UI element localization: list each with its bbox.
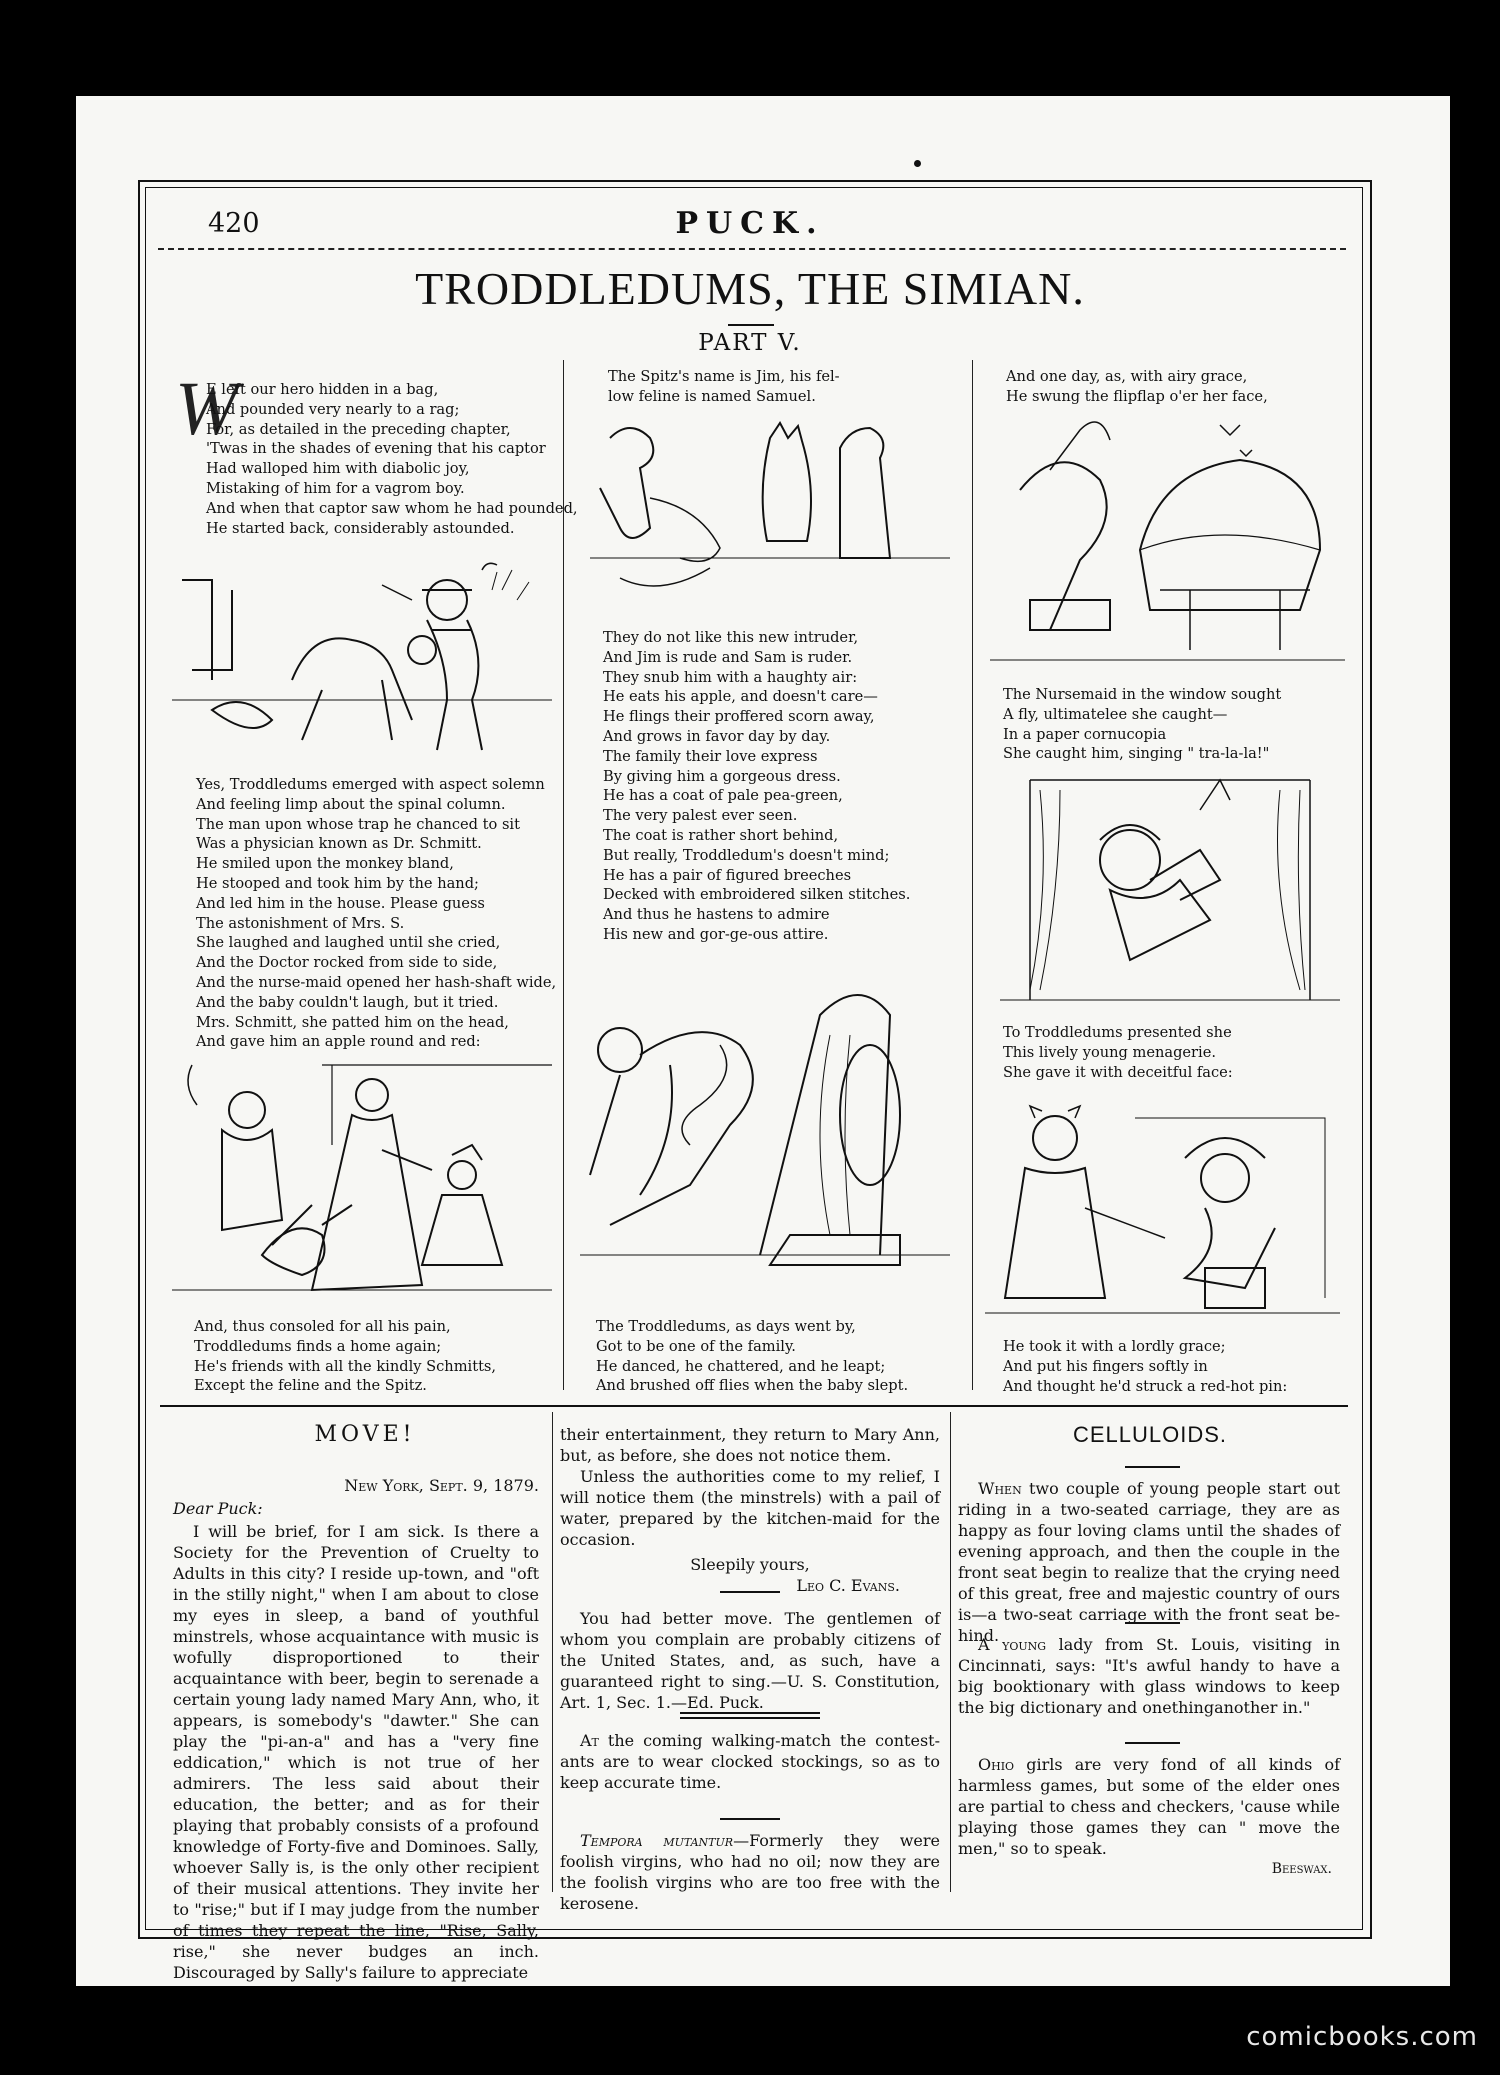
poem-line: And Jim is rude and Sam is ruder. xyxy=(603,648,853,666)
poem-line: This lively young menagerie. xyxy=(1003,1043,1216,1061)
site-watermark: comicbooks.com xyxy=(1246,2022,1478,2052)
poem-line: The man upon whose trap he chanced to sit xyxy=(196,815,520,833)
celluloids-p2: lady from St. Louis, visiting in Cincinnati, says: "It's awful handy to have a big booktionary with glass windows to keep the big dictionary and onethinganother in." xyxy=(958,1635,1341,1717)
move-signature: Leo C. Evans. xyxy=(796,1576,900,1595)
masthead-rule xyxy=(158,248,1346,250)
poem-stanza xyxy=(1003,1337,1287,1396)
illustration-schmitt-family xyxy=(172,1055,552,1305)
poem-line: They snub him with a haughty air: xyxy=(603,668,858,686)
poem-line: She caught him, singing " tra-la-la!" xyxy=(1003,745,1270,763)
poem-line: And one day, as, with airy grace, xyxy=(1006,368,1248,385)
move-salutation: Dear Puck: xyxy=(173,1499,263,1518)
illustration-spitz-and-cat xyxy=(590,418,950,598)
celluloids-p2-lead: A young xyxy=(978,1635,1047,1654)
poem-line: He started back, considerably astounded. xyxy=(206,519,515,537)
move-reply-text: You had better move. The gentlemen of whom you complain are probably citizens of the United States, and, as such, have a guaranteed right to sing.—U. S. Constitution, Art. 1, Sec. 1.—Ed. Puck. xyxy=(560,1609,940,1712)
divider xyxy=(720,1591,780,1593)
illustration-baby-cradle xyxy=(990,410,1345,675)
poem-stanza xyxy=(603,628,910,945)
poem-line: The very palest ever seen. xyxy=(603,807,798,825)
poem-line: He eats his apple, and doesn't care— xyxy=(603,688,878,706)
poem-line: He danced, he chattered, and he leapt; xyxy=(596,1357,886,1375)
poem-line: For, as detailed in the preceding chapter, xyxy=(206,420,511,438)
poem-line: And gave him an apple round and red: xyxy=(196,1033,481,1051)
tempora-item xyxy=(560,1830,940,1914)
poem-line: He has a coat of pale pea-green, xyxy=(603,787,843,805)
poem-line: And the Doctor rocked from side to side, xyxy=(196,954,498,972)
section-rule xyxy=(160,1405,1348,1407)
poem-line: Decked with embroidered silken stitches. xyxy=(603,886,911,904)
poem-line: Except the feline and the Spitz. xyxy=(194,1377,427,1395)
poem-stanza xyxy=(1006,367,1268,407)
poem-line: Yes, Troddledums emerged with aspect solemn xyxy=(196,776,545,793)
walking-match-text: the coming walking-match the contestants are to wear clocked stockings, so as to keep accurate time. xyxy=(560,1731,940,1792)
poem-line: Got to be one of the family. xyxy=(596,1337,796,1355)
poem-line: He took it with a lordly grace; xyxy=(1003,1338,1226,1355)
column-rule xyxy=(950,1412,951,1892)
poem-stanza xyxy=(596,1317,908,1396)
tempora-lead: Tempora mutantur xyxy=(580,1831,734,1850)
divider-double xyxy=(680,1717,820,1719)
poem-line: And led him in the house. Please guess xyxy=(196,894,485,912)
poem-stanza xyxy=(194,1317,496,1396)
poem-line: The Spitz's name is Jim, his fel- xyxy=(608,368,840,385)
poem-line: low feline is named Samuel. xyxy=(608,387,816,405)
poem-line: By giving him a gorgeous dress. xyxy=(603,767,841,785)
poem-line: His new and gor-ge-ous attire. xyxy=(603,925,829,943)
poem-line: But really, Troddledum's doesn't mind; xyxy=(603,846,890,864)
poem-line: A fly, ultimatelee she caught— xyxy=(1003,705,1228,723)
divider xyxy=(1125,1622,1180,1624)
poem-line: And when that captor saw whom he had pounded, xyxy=(206,499,578,517)
poem-line: He's friends with all the kindly Schmitts, xyxy=(194,1357,497,1375)
poem-line: And the nurse-maid opened her hash-shaft wide, xyxy=(196,973,557,991)
divider xyxy=(1125,1742,1180,1744)
poem-line: 'Twas in the shades of evening that his captor xyxy=(206,440,546,458)
move-title: MOVE! xyxy=(314,1422,416,1447)
poem-line: And thought he'd struck a red-hot pin: xyxy=(1003,1377,1288,1395)
poem-line: E left our hero hidden in a bag, xyxy=(206,381,439,398)
celluloids-title: CELLULOIDS. xyxy=(1072,1422,1228,1447)
poem-line: And the baby couldn't laugh, but it tried. xyxy=(196,993,499,1011)
illustration-doctor-finds-monkey xyxy=(172,560,552,760)
poem-stanza xyxy=(1003,1023,1233,1082)
move-letter-part2 xyxy=(560,1424,940,1596)
poem-line: She laughed and laughed until she cried, xyxy=(196,934,501,952)
move-body-continued: their entertainment, they return to Mary Ann, but, as before, she does not notice them. xyxy=(560,1425,940,1465)
masthead: PUCK. xyxy=(675,206,825,241)
celluloids-signature: Beeswax. xyxy=(1271,1861,1332,1877)
poem-line: He smiled upon the monkey bland, xyxy=(196,855,454,873)
print-dot xyxy=(914,160,921,167)
poem-line: In a paper cornucopia xyxy=(1003,725,1167,743)
poem-line: He stooped and took him by the hand; xyxy=(196,874,479,892)
article-title: TRODDLEDUMS, THE SIMIAN. xyxy=(415,263,1085,314)
poem-line: Mrs. Schmitt, she patted him on the head, xyxy=(196,1013,509,1031)
poem-line: The family their love express xyxy=(603,747,818,765)
tempora-text: —Formerly they were foolish virgins, who had no oil; now they are the foolish virgins who are too free with the kerosene. xyxy=(560,1831,940,1913)
poem-line: They do not like this new intruder, xyxy=(603,629,859,646)
celluloids-item-1 xyxy=(958,1478,1340,1646)
celluloids-item-3 xyxy=(958,1754,1340,1880)
celluloids-p3: girls are very fond of all kinds of harmless games, but some of the elder ones are partial to chess and checkers, 'cause while playing those games they can " move the men," so to speak. xyxy=(958,1755,1340,1858)
celluloids-item-2 xyxy=(958,1634,1340,1718)
poem-line: Troddledums finds a home again; xyxy=(194,1337,442,1355)
illustration-nursemaid-window xyxy=(1000,770,1340,1005)
poem-stanza xyxy=(196,775,556,1052)
title-rule xyxy=(728,324,774,326)
divider-double xyxy=(680,1712,820,1714)
poem-line: The Nursemaid in the window sought xyxy=(1003,686,1282,703)
page-number: 420 xyxy=(208,208,260,239)
divider xyxy=(720,1818,780,1820)
column-rule xyxy=(552,1412,553,1892)
move-body-2: Unless the authorities come to my relief, I will notice them (the minstrels) with a pail of water, prepared by the kitchen-maid for the occasion. xyxy=(560,1467,940,1549)
poem-line: To Troddledums presented she xyxy=(1003,1024,1232,1041)
poem-stanza xyxy=(206,380,578,538)
poem-line: And brushed off flies when the baby slept. xyxy=(596,1377,909,1395)
move-closing: Sleepily yours, xyxy=(690,1555,810,1574)
poem-line: Was a physician known as Dr. Schmitt. xyxy=(196,835,482,853)
poem-line: The astonishment of Mrs. S. xyxy=(196,914,405,932)
poem-line: The coat is rather short behind, xyxy=(603,826,839,844)
poem-line: He has a pair of figured breeches xyxy=(603,866,852,884)
article-part: PART V. xyxy=(698,330,802,356)
move-reply xyxy=(560,1608,940,1713)
divider xyxy=(1125,1466,1180,1468)
move-letter-part1 xyxy=(173,1475,539,1983)
poem-line: And thus he hastens to admire xyxy=(603,906,830,924)
poem-line: She gave it with deceitful face: xyxy=(1003,1063,1233,1081)
poem-line: Mistaking of him for a vagrom boy. xyxy=(206,479,465,497)
poem-stanza xyxy=(1003,685,1281,764)
illustration-monkey-pin xyxy=(985,1098,1340,1328)
drop-cap: W xyxy=(175,367,239,451)
poem-line: The Troddledums, as days went by, xyxy=(596,1318,856,1335)
celluloids-p1-lead: When xyxy=(978,1479,1022,1498)
poem-line: He swung the flipflap o'er her face, xyxy=(1006,387,1268,405)
illustration-monkey-at-harp xyxy=(580,975,950,1275)
poem-line: And put his fingers softly in xyxy=(1003,1357,1208,1375)
move-body: I will be brief, for I am sick. Is there a Society for the Prevention of Cruelty to Adults in this city? I reside up-town, and "oft in the stilly night," when I am about to close my eyes in sleep, a band of youthful minstrels, whose acquaintance with music is wofully disproportioned to their acquaintance with beer, begin to serenade a certain young lady named Mary Ann, who, it appears, is somebody's "dawter." She can play the "pi-an-a" and has a "very fine eddication," which is not true of her admirers. The less said about their education, the better; and as for their playing that probably consists of a profound knowledge of Forty-five and Dominoes. Sally, whoever Sally is, is the only other recipient of their musical attentions. They invite her to "rise;" but if I may judge from the number of times they repeat the line, "Rise, Sally, rise," she never budges an inch. Discouraged by Sally's failure to appreciate xyxy=(173,1522,539,1982)
poem-line: And pounded very nearly to a rag; xyxy=(206,400,460,418)
poem-line: And feeling limp about the spinal column. xyxy=(196,795,506,813)
celluloids-p1: two couple of young people start out riding in a two-seated carriage, they are as happy as four loving clams until the shades of evening approach, and then the couple in the front seat begin to realize that the crying need of this great, free and majestic country of ours is—a two-seat carriage with the front seat behind. xyxy=(958,1479,1340,1645)
poem-line: Had walloped him with diabolic joy, xyxy=(206,460,470,478)
poem-line: He flings their proffered scorn away, xyxy=(603,708,875,726)
column-rule xyxy=(972,360,973,1390)
poem-line: And grows in favor day by day. xyxy=(603,727,831,745)
poem-line: And, thus consoled for all his pain, xyxy=(194,1318,451,1335)
walking-match-item xyxy=(560,1730,940,1793)
celluloids-p3-lead: Ohio xyxy=(978,1755,1015,1774)
walking-match-lead: At xyxy=(580,1731,599,1750)
move-dateline: New York, Sept. 9, 1879. xyxy=(344,1476,539,1495)
poem-stanza xyxy=(608,367,840,407)
